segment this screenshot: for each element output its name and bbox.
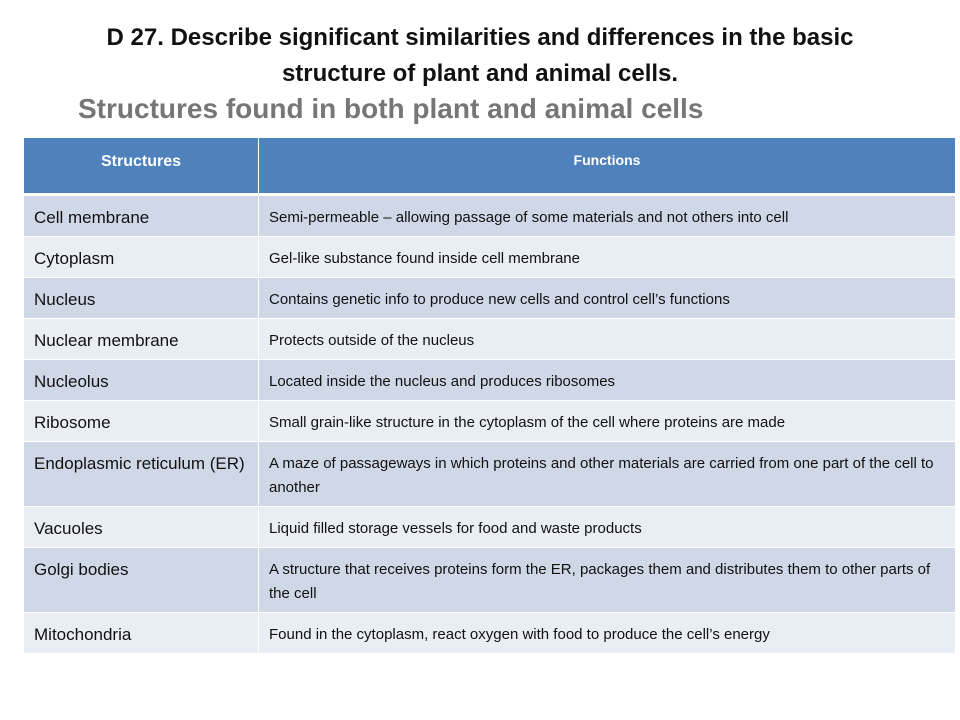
function-cell: A maze of passageways in which proteins and other materials are carried from one part of the cell to another [259,442,956,507]
structure-cell: Vacuoles [24,507,259,548]
table-row [24,507,956,548]
table-row [24,360,956,401]
function-cell: Semi-permeable – allowing passage of some materials and not others into cell [259,195,956,237]
structure-cell: Nucleolus [24,360,259,401]
structures-table [24,138,956,654]
slide-title: D 27. Describe significant similarities and differences in the basic structure of plant and animal cells. [106,24,854,87]
function-cell: Contains genetic info to produce new cells and control cell’s functions [259,278,956,319]
column-header-structures: Structures [24,138,259,195]
function-cell: Liquid filled storage vessels for food and waste products [259,507,956,548]
structure-cell: Mitochondria [24,613,259,654]
table-row [24,613,956,654]
structure-cell: Cell membrane [24,195,259,237]
structure-cell: Nucleus [24,278,259,319]
structure-cell: Endoplasmic reticulum (ER) [24,442,259,507]
function-cell: Located inside the nucleus and produces ribosomes [259,360,956,401]
function-cell: Protects outside of the nucleus [259,319,956,360]
slide-subtitle: Structures found in both plant and animal cells [78,93,704,124]
structure-cell: Nuclear membrane [24,319,259,360]
table-row [24,278,956,319]
function-cell: Gel-like substance found inside cell membrane [259,237,956,278]
table-row [24,401,956,442]
function-cell: Small grain-like structure in the cytoplasm of the cell where proteins are made [259,401,956,442]
table-row [24,319,956,360]
function-cell: Found in the cytoplasm, react oxygen with food to produce the cell’s energy [259,613,956,654]
table-header-row [24,138,956,195]
function-cell: A structure that receives proteins form the ER, packages them and distributes them to other parts of the cell [259,548,956,613]
table-row [24,548,956,613]
structure-cell: Cytoplasm [24,237,259,278]
table-row [24,195,956,237]
table-row [24,237,956,278]
column-header-functions: Functions [259,138,956,195]
structure-cell: Ribosome [24,401,259,442]
structure-cell: Golgi bodies [24,548,259,613]
table-row [24,442,956,507]
